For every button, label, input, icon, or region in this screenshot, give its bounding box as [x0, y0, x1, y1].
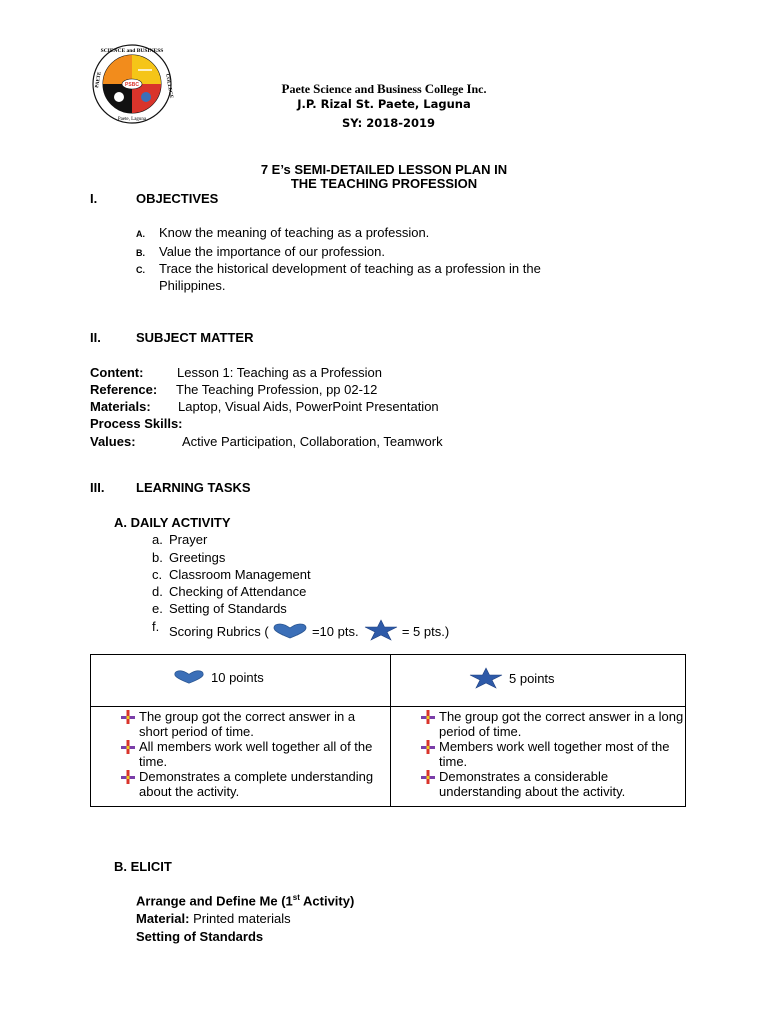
scoring-rubric-table	[90, 654, 686, 807]
process-skills-label: Process Skills:	[90, 416, 183, 431]
rubric-criterion	[417, 769, 687, 799]
school-name-initial: S	[313, 81, 321, 96]
logo-right-text: COLLEGE	[164, 73, 174, 99]
bullet-cross-icon	[121, 770, 135, 784]
rubric-criterion-text: Demonstrates a considerable understanding about the activity.	[439, 769, 626, 799]
logo-top-text: SCIENCE and BUSINESS	[100, 48, 164, 54]
rubric-col-5-points	[417, 709, 687, 799]
reference-label: Reference:	[90, 382, 158, 397]
bullet-cross-icon	[121, 740, 135, 754]
section-number-learning-tasks: III.	[90, 480, 105, 495]
content-value: Lesson 1: Teaching as a Profession	[177, 365, 383, 380]
rubric-criterion-text: All members work well together all of the time.	[139, 739, 373, 769]
activity-title-text: Arrange and Define Me (1	[136, 893, 293, 909]
section-number-subject-matter: II.	[90, 330, 101, 345]
list-item-scoring-rubrics	[169, 619, 449, 641]
material-label: Material:	[136, 911, 190, 926]
activity-title-sup: st	[292, 893, 300, 902]
objective-text-continued: Philippines.	[159, 278, 226, 293]
objective-letter: C.	[136, 265, 145, 275]
list-letter: f.	[152, 619, 160, 634]
values-value: Active Participation, Collaboration, Teamwork	[182, 434, 443, 449]
elicit-activity-title	[136, 893, 354, 908]
section-number-objectives: I.	[90, 191, 98, 206]
logo-bottom-text: Paete, Laguna	[117, 117, 147, 122]
rubric-head-10-points	[173, 669, 264, 685]
list-item: Checking of Attendance	[169, 584, 307, 599]
list-item: Setting of Standards	[169, 601, 287, 616]
heart-points-text: =10 pts.	[311, 624, 359, 639]
heart-icon	[272, 623, 308, 639]
values-label: Values:	[90, 434, 136, 449]
bullet-cross-icon	[121, 710, 135, 724]
lesson-plan-title-line2: THE TEACHING PROFESSION	[290, 176, 478, 191]
objective-letter: A.	[136, 229, 145, 239]
heart-icon	[173, 669, 205, 685]
bullet-cross-icon	[421, 770, 435, 784]
list-item: Greetings	[169, 550, 226, 565]
rubric-criterion-text: The group got the correct answer in a short period of time.	[139, 709, 356, 739]
table-divider	[91, 706, 685, 707]
rubric-head-5-points	[469, 667, 555, 689]
objective-text: Value the importance of our profession.	[159, 244, 385, 259]
rubric-head-label: 5 points	[509, 670, 555, 686]
list-letter: a.	[152, 532, 163, 547]
school-name	[0, 81, 768, 97]
school-name-rest: aete	[289, 82, 314, 96]
table-divider	[390, 655, 391, 806]
rubric-criterion	[417, 739, 687, 769]
objective-text: Trace the historical development of teaching as a profession in the	[159, 261, 541, 276]
elicit-heading: B. ELICIT	[114, 859, 172, 874]
content-label: Content:	[90, 365, 144, 380]
materials-value: Laptop, Visual Aids, PowerPoint Presentation	[178, 399, 439, 414]
rubric-head-label: 10 points	[211, 669, 264, 685]
school-name-rest: cience and	[320, 82, 378, 96]
school-name-initial: C	[424, 81, 435, 96]
rubric-criterion-text: Demonstrates a complete understanding about the activity.	[139, 769, 374, 799]
scoring-rubrics-label: Scoring Rubrics (	[169, 624, 269, 639]
objective-letter: B.	[136, 248, 145, 258]
daily-activity-heading: A. DAILY ACTIVITY	[114, 515, 231, 530]
school-name-rest: nc.	[471, 82, 487, 96]
list-item: Prayer	[169, 532, 208, 547]
rubric-criterion	[417, 709, 687, 739]
rubric-criterion	[117, 709, 387, 739]
star-points-text: = 5 pts.)	[401, 624, 450, 639]
school-address: J.P. Rizal St. Paete, Laguna	[297, 97, 471, 111]
activity-title-end: Activity)	[299, 893, 355, 909]
material-value: Printed materials	[189, 911, 291, 926]
elicit-setting-standards: Setting of Standards	[136, 929, 264, 944]
rubric-criterion-text: The group got the correct answer in a long period of time.	[439, 709, 684, 739]
elicit-material	[136, 911, 291, 926]
star-icon	[469, 667, 503, 689]
lesson-plan-title-line1: 7 E’s SEMI-DETAILED LESSON PLAN IN	[260, 162, 508, 177]
rubric-criterion-text: Members work well together most of the time.	[439, 739, 670, 769]
school-name-initial: P	[281, 81, 290, 96]
list-letter: e.	[152, 601, 163, 616]
bullet-cross-icon	[421, 710, 435, 724]
school-name-rest: usiness	[385, 82, 425, 96]
svg-text:PSBC: PSBC	[125, 82, 139, 88]
rubric-criterion	[117, 739, 387, 769]
school-name-rest: ollege	[434, 82, 467, 96]
school-year: SY: 2018-2019	[342, 116, 435, 130]
list-letter: c.	[152, 567, 163, 582]
section-heading-objectives: OBJECTIVES	[136, 191, 219, 206]
rubric-criterion	[117, 769, 387, 799]
list-item: Classroom Management	[169, 567, 311, 582]
section-heading-learning-tasks: LEARNING TASKS	[136, 480, 251, 495]
school-name-initial: B	[377, 81, 386, 96]
logo-left-text: PAETE	[95, 71, 103, 89]
bullet-cross-icon	[421, 740, 435, 754]
list-letter: d.	[152, 584, 163, 599]
school-name-initial: I	[466, 81, 472, 96]
rubric-col-10-points	[117, 709, 387, 799]
reference-value: The Teaching Profession, pp 02-12	[176, 382, 378, 397]
materials-label: Materials:	[90, 399, 151, 414]
objective-text: Know the meaning of teaching as a profession.	[159, 225, 430, 240]
section-heading-subject-matter: SUBJECT MATTER	[136, 330, 254, 345]
star-icon	[364, 619, 398, 641]
list-letter: b.	[152, 550, 163, 565]
